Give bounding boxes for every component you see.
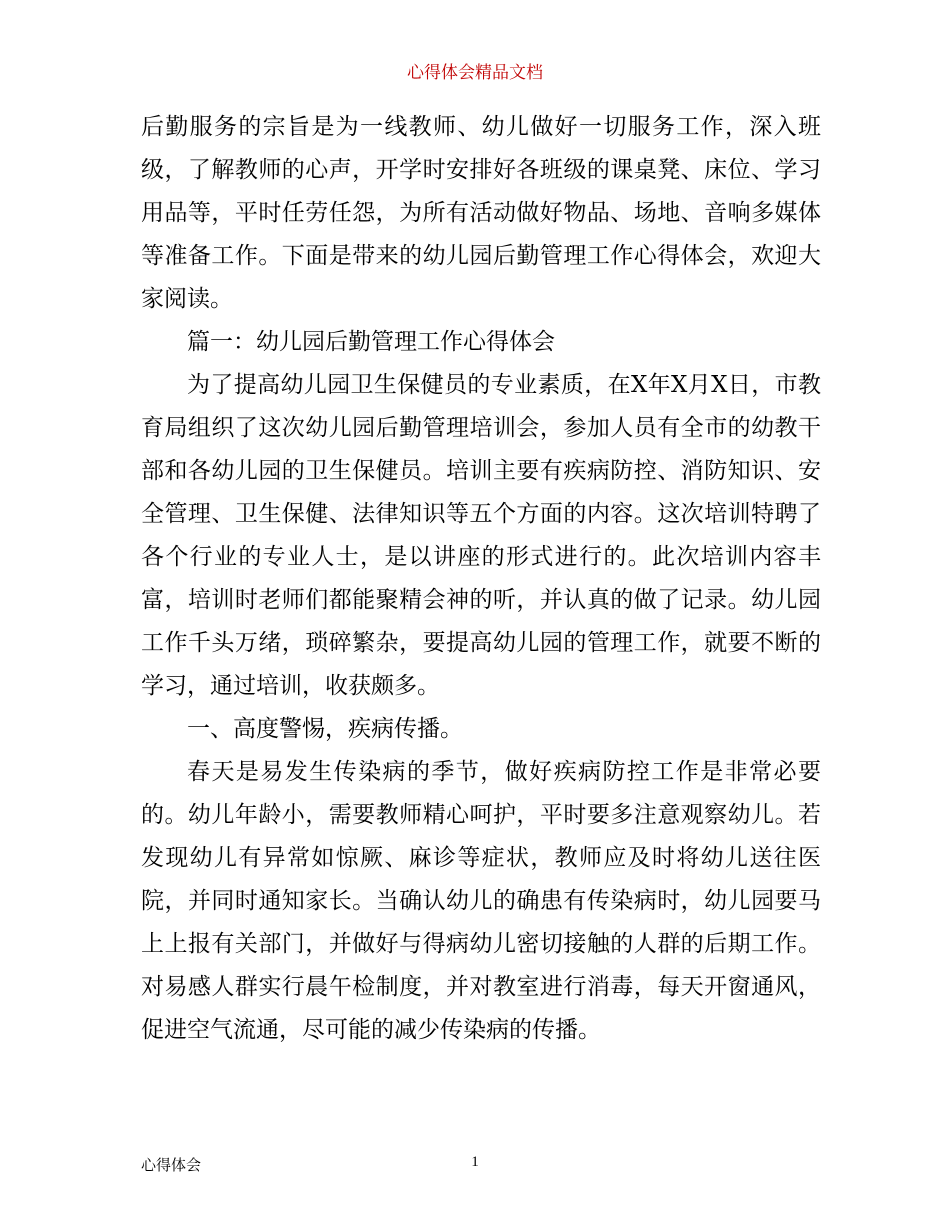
- intro-paragraph: 后勤服务的宗旨是为一线教师、幼儿做好一切服务工作，深入班级，了解教师的心声，开学时安排好各班级的课桌凳、床位、学习用品等，平时任劳任怨，为所有活动做好物品、场地、音响多媒体等准备工作。下面是带来的幼儿园后勤管理工作心得体会，欢迎大家阅读。: [141, 114, 821, 312]
- document-body: [141, 106, 821, 1052]
- page-number: 1: [471, 1154, 479, 1170]
- section-heading: 篇一：幼儿园后勤管理工作心得体会: [187, 329, 555, 355]
- body-paragraph: 春天是易发生传染病的季节，做好疾病防控工作是非常必要的。幼儿年龄小，需要教师精心呵护，平时要多注意观察幼儿。若发现幼儿有异常如惊厥、麻诊等症状，教师应及时将幼儿送往医院，并同时通知家长。当确认幼儿的确患有传染病时，幼儿园要马上上报有关部门，并做好与得病幼儿密切接触的人群的后期工作。对易感人群实行晨午检制度，并对教室进行消毒，每天开窗通风，促进空气流通，尽可能的减少传染病的传播。: [141, 759, 821, 1043]
- footer-label: 心得体会: [141, 1156, 202, 1174]
- body-paragraph: 为了提高幼儿园卫生保健员的专业素质，在X年X月X日，市教育局组织了这次幼儿园后勤管理培训会，参加人员有全市的幼教干部和各幼儿园的卫生保健员。培训主要有疾病防控、消防知识、安全管理、卫生保健、法律知识等五个方面的内容。这次培训特聘了各个行业的专业人士，是以讲座的形式进行的。此次培训内容丰富，培训时老师们都能聚精会神的听，并认真的做了记录。幼儿园工作千头万绪，琐碎繁杂，要提高幼儿园的管理工作，就要不断的学习，通过培训，收获颇多。: [141, 372, 821, 699]
- subsection-heading: 一、高度警惕，疾病传播。: [187, 716, 463, 742]
- page-header-title: 心得体会精品文档: [407, 63, 543, 83]
